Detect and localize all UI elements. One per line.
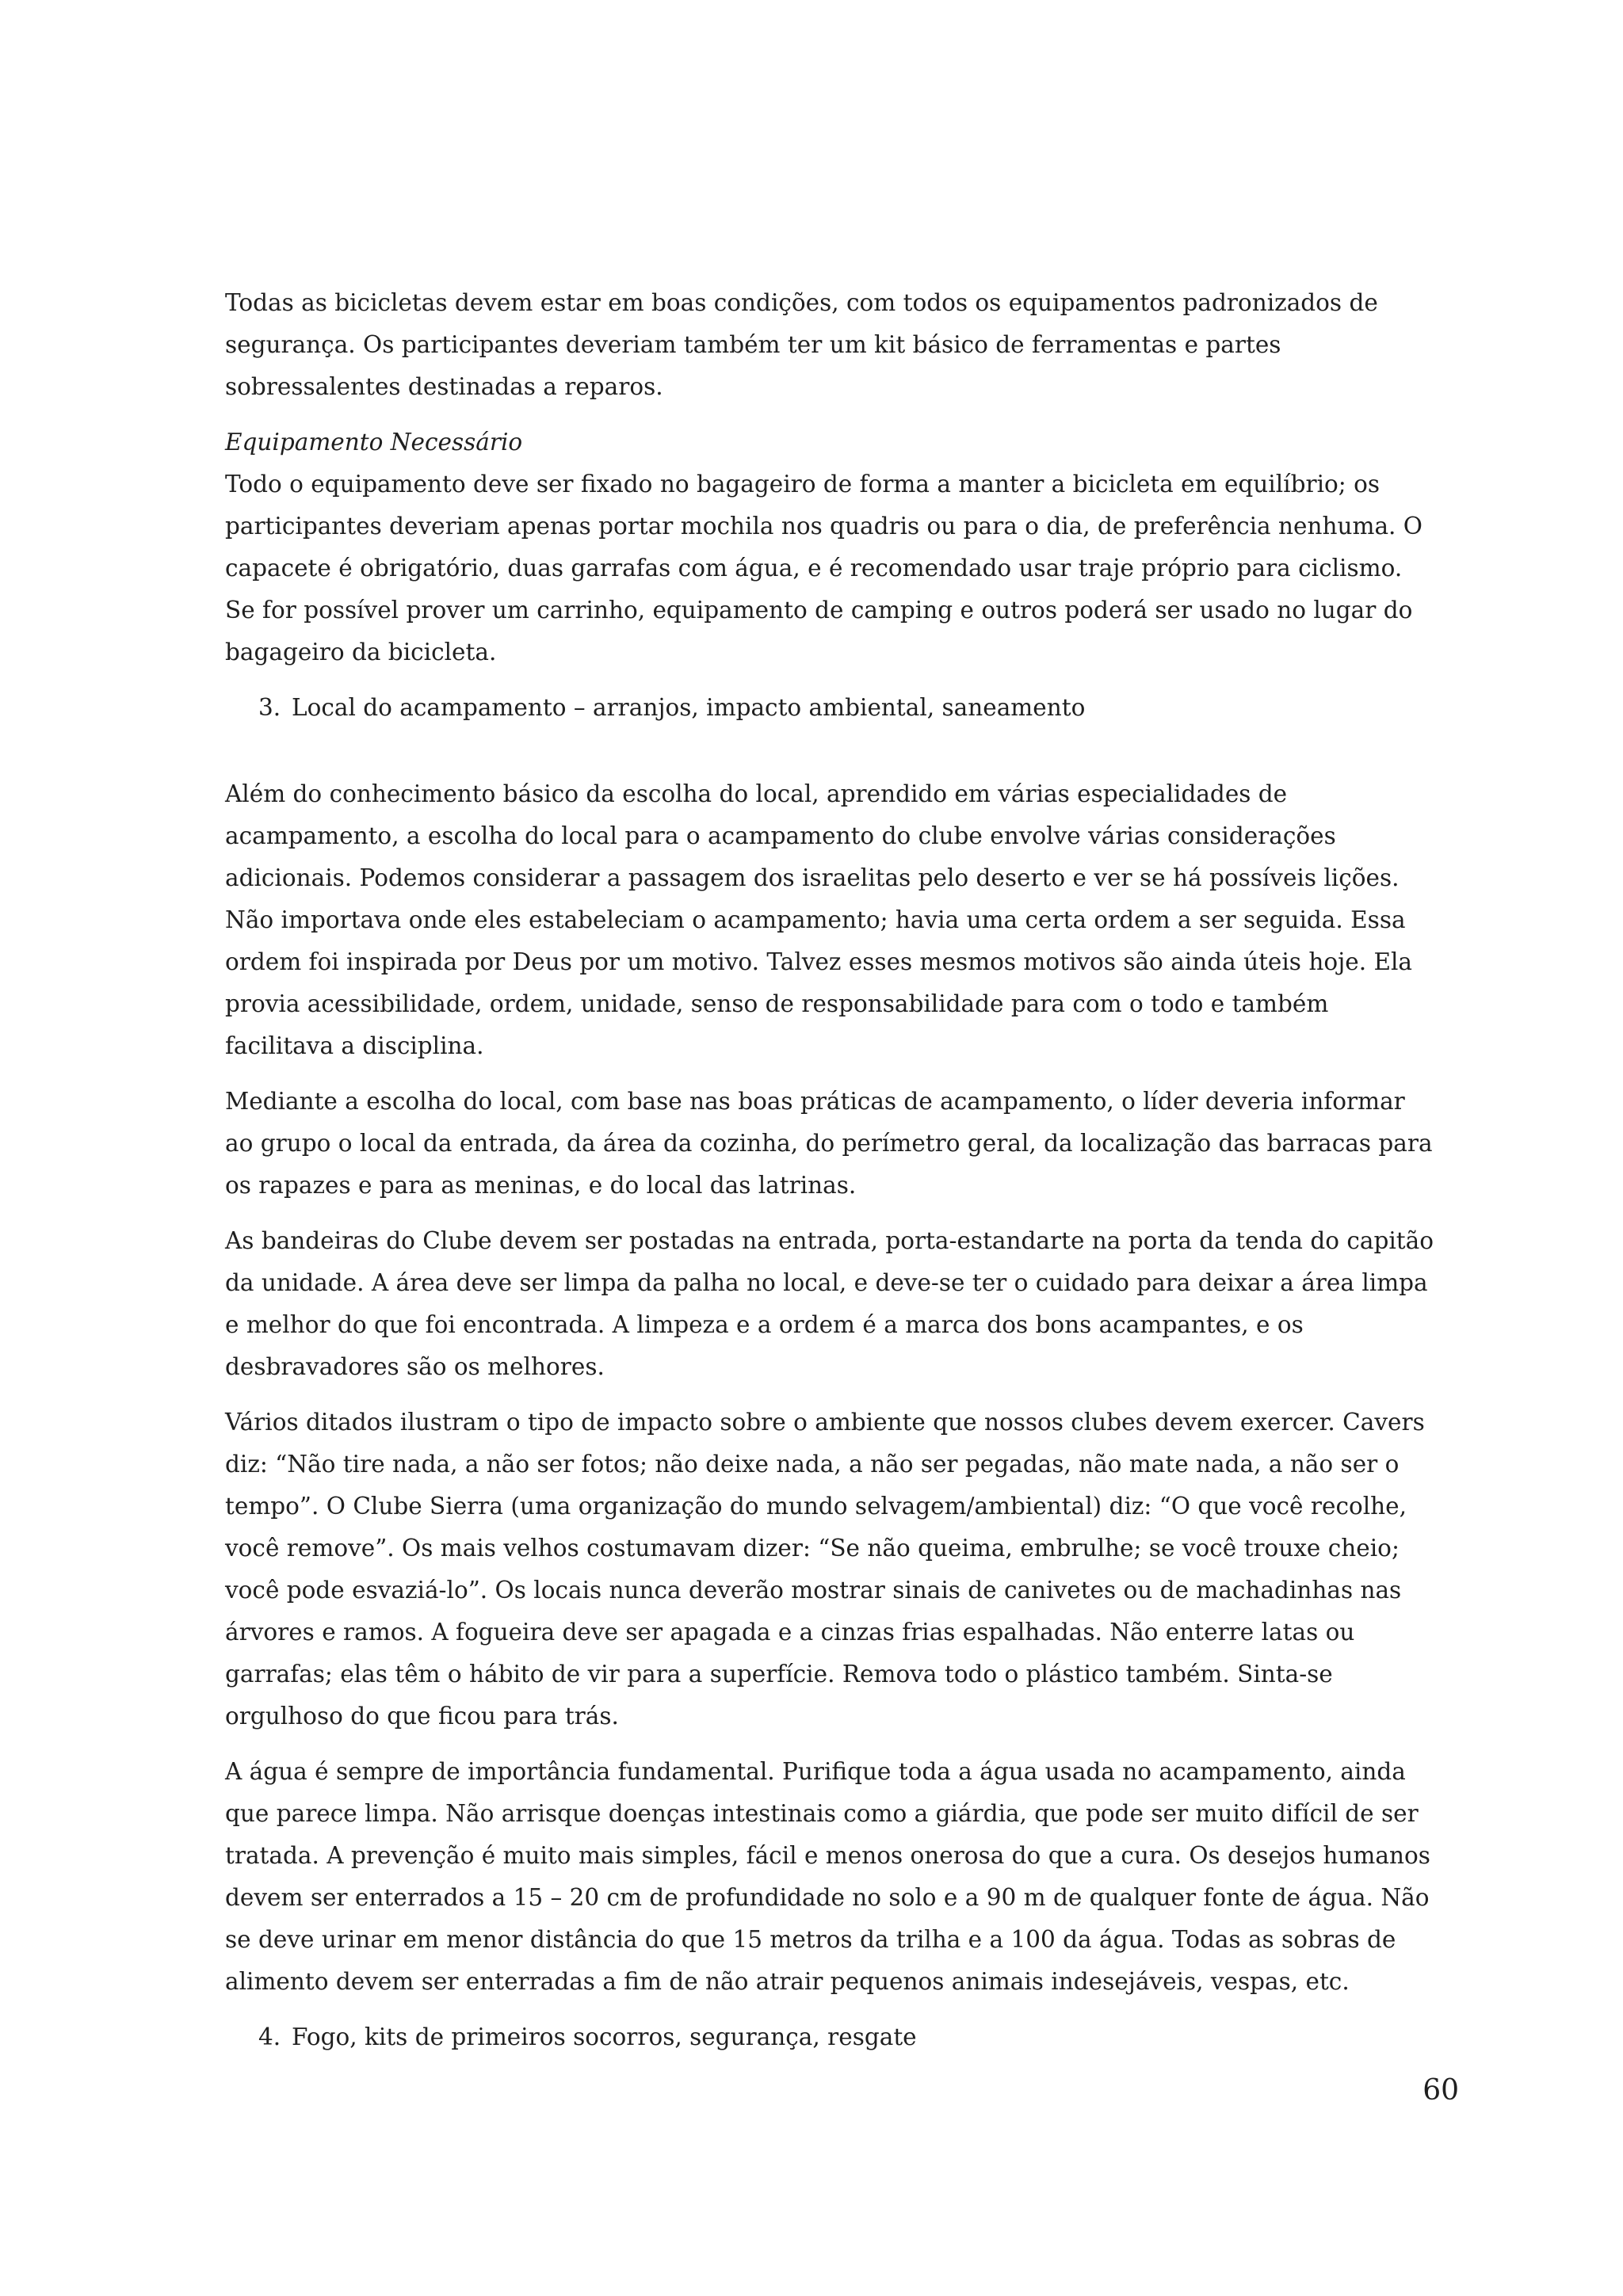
equipment-heading: Equipamento Necessário [225, 429, 523, 456]
list-item-3 [225, 687, 1438, 729]
intro-paragraph: Todas as bicicletas devem estar em boas condições, com todos os equipamentos padronizados de segurança. Os participantes deveriam também ter um kit básico de ferramentas e partes sobressalentes destinadas a reparos. [225, 289, 1378, 400]
list-item-4 [225, 2016, 1438, 2058]
list-number: 4. [258, 2023, 281, 2050]
list-text: Local do acampamento – arranjos, impacto ambiental, saneamento [292, 694, 1086, 721]
section-spacer [225, 729, 1438, 773]
equipment-paragraph: Todo o equipamento deve ser fixado no bagageiro de forma a manter a bicicleta em equilíbrio; os participantes deveriam apenas portar mochila nos quadris ou para o dia, de preferência nenhuma. O capacete é obrigatório, duas garrafas com água, e é recomendado usar traje próprio para ciclismo. Se for possível prover um carrinho, equipamento de camping e outros poderá ser usado no lugar do bagageiro da bicicleta. [225, 471, 1423, 666]
impact-paragraph: Vários ditados ilustram o tipo de impacto sobre o ambiente que nossos clubes devem exercer. Cavers diz: “Não tire nada, a não ser fotos; não deixe nada, a não ser pegadas, não mate nada, a não ser o tempo”. O Clube Sierra (uma organização do mundo selvagem/ambiental) diz: “O que você recolhe, você remove”. Os mais velhos costumavam dizer: “Se não queima, embrulhe; se você trouxe cheio; você pode esvaziá-lo”. Os locais nunca deverão mostrar sinais de canivetes ou de machadinhas nas árvores e ramos. A fogueira deve ser apagada e a cinzas frias espalhadas. Não enterre latas ou garrafas; elas têm o hábito de vir para a superfície. Remova todo o plástico também. Sinta-se orgulhoso do que ficou para trás. [225, 1409, 1425, 1730]
page-number: 60 [1423, 2074, 1459, 2107]
list-text: Fogo, kits de primeiros socorros, segurança, resgate [292, 2023, 917, 2050]
page-body [225, 282, 1438, 2058]
flags-paragraph: As bandeiras do Clube devem ser postadas na entrada, porta-estandarte na porta da tenda do capitão da unidade. A área deve ser limpa da palha no local, e deve-se ter o cuidado para deixar a área limpa e melhor do que foi encontrada. A limpeza e a ordem é a marca dos bons acampantes, e os desbravadores são os melhores. [225, 1227, 1434, 1380]
water-paragraph: A água é sempre de importância fundamental. Purifique toda a água usada no acampamento, ainda que parece limpa. Não arrisque doenças intestinais como a giárdia, que pode ser muito difícil de ser tratada. A prevenção é muito mais simples, fácil e menos onerosa do que a cura. Os desejos humanos devem ser enterrados a 15 – 20 cm de profundidade no solo e a 90 m de qualquer fonte de água. Não se deve urinar em menor distância do que 15 metros da trilha e a 100 da água. Todas as sobras de alimento devem ser enterradas a fim de não atrair pequenos animais indesejáveis, vespas, etc. [225, 1758, 1430, 1995]
leader-paragraph: Mediante a escolha do local, com base nas boas práticas de acampamento, o líder deveria informar ao grupo o local da entrada, da área da cozinha, do perímetro geral, da localização das barracas para os rapazes e para as meninas, e do local das latrinas. [225, 1088, 1433, 1199]
site-choice-paragraph: Além do conhecimento básico da escolha do local, aprendido em várias especialidades de acampamento, a escolha do local para o acampamento do clube envolve várias considerações adicionais. Podemos considerar a passagem dos israelitas pelo deserto e ver se há possíveis lições. Não importava onde eles estabeleciam o acampamento; havia uma certa ordem a ser seguida. Essa ordem foi inspirada por Deus por um motivo. Talvez esses mesmos motivos são ainda úteis hoje. Ela provia acessibilidade, ordem, unidade, senso de responsabilidade para com o todo e também facilitava a disciplina. [225, 780, 1413, 1059]
list-number: 3. [258, 694, 281, 721]
